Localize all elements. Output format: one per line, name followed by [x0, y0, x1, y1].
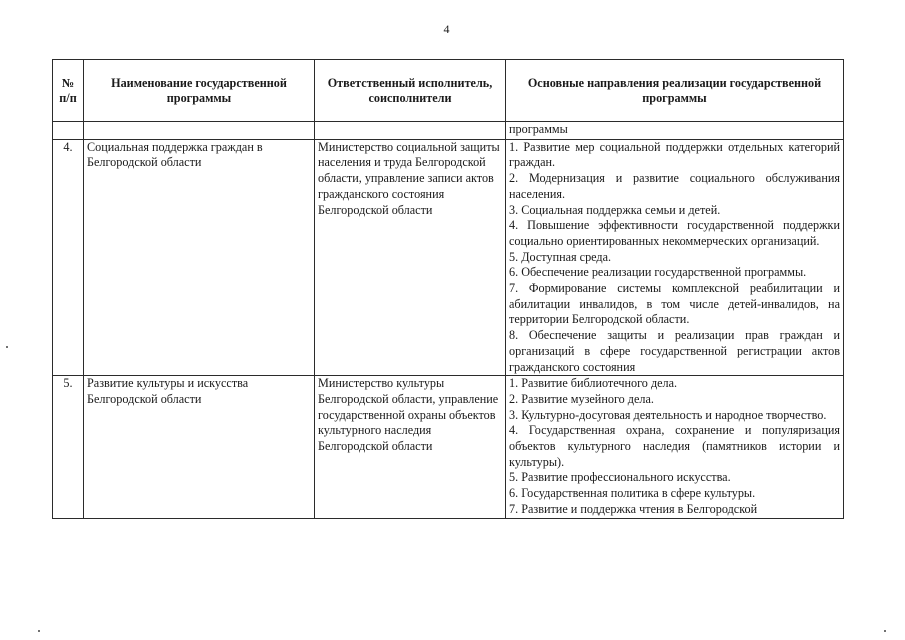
direction-item: 6. Обеспечение реализации государственной программы.	[509, 265, 807, 280]
direction-item: 1. Развитие библиотечного дела.	[509, 376, 678, 391]
continuation-num-cell	[53, 122, 84, 140]
row-responsible: Министерство социальной защиты населения и труда Белгородской области, управление записи актов гражданского состояния Белгородской области	[315, 139, 506, 376]
direction-item: 8. Обеспечение защиты и реализации прав граждан и организаций в сфере государственной регистрации актов гражданского состояния	[509, 328, 840, 374]
header-responsible: Ответственный исполнитель, соисполнители	[315, 60, 506, 122]
scan-speck	[6, 346, 8, 348]
direction-item: 2. Развитие музейного дела.	[509, 391, 654, 406]
continuation-row	[53, 122, 844, 140]
table-row	[53, 139, 844, 376]
header-program-name: Наименование государственной программы	[84, 60, 315, 122]
direction-item: 7. Развитие и поддержка чтения в Белгородской	[509, 501, 758, 516]
continuation-directions-cell: программы	[506, 122, 844, 140]
scan-speck	[884, 630, 886, 632]
row-responsible: Министерство культуры Белгородской области, управление государственной охраны объектов культурного наследия Белгородской области	[315, 376, 506, 518]
programs-table	[52, 59, 844, 519]
row-num: 5.	[53, 376, 84, 518]
direction-item: 2. Модернизация и развитие социального обслуживания населения.	[509, 171, 840, 201]
direction-item: 4. Повышение эффективности государственной поддержки социально ориентированных некоммерческих организаций.	[509, 218, 840, 248]
header-num: № п/п	[53, 60, 84, 122]
direction-item: 7. Формирование системы комплексной реабилитации и абилитации инвалидов, в том числе детей-инвалидов, на территории Белгородской области.	[509, 281, 840, 327]
direction-item: 3. Культурно-досуговая деятельность и народное творчество.	[509, 407, 827, 422]
row-num: 4.	[53, 139, 84, 376]
direction-item: 6. Государственная политика в сфере культуры.	[509, 486, 756, 501]
direction-item: 5. Развитие профессионального искусства.	[509, 470, 731, 485]
table-row	[53, 376, 844, 518]
direction-item: 4. Государственная охрана, сохранение и популяризация объектов культурного наследия (памятников истории и культуры).	[509, 423, 840, 469]
continuation-name-cell	[84, 122, 315, 140]
direction-item: 1. Развитие мер социальной поддержки отдельных категорий граждан.	[509, 139, 840, 170]
row-directions	[506, 376, 844, 518]
page-number: 4	[443, 22, 450, 36]
row-program-name: Развитие культуры и искусства Белгородской области	[84, 376, 315, 518]
row-directions	[506, 139, 844, 376]
table-header-row	[53, 60, 844, 122]
header-directions: Основные направления реализации государственной программы	[506, 60, 844, 122]
row-program-name: Социальная поддержка граждан в Белгородской области	[84, 139, 315, 376]
direction-item: 3. Социальная поддержка семьи и детей.	[509, 202, 721, 217]
scan-speck	[38, 630, 40, 632]
continuation-responsible-cell	[315, 122, 506, 140]
direction-item: 5. Доступная среда.	[509, 249, 612, 264]
